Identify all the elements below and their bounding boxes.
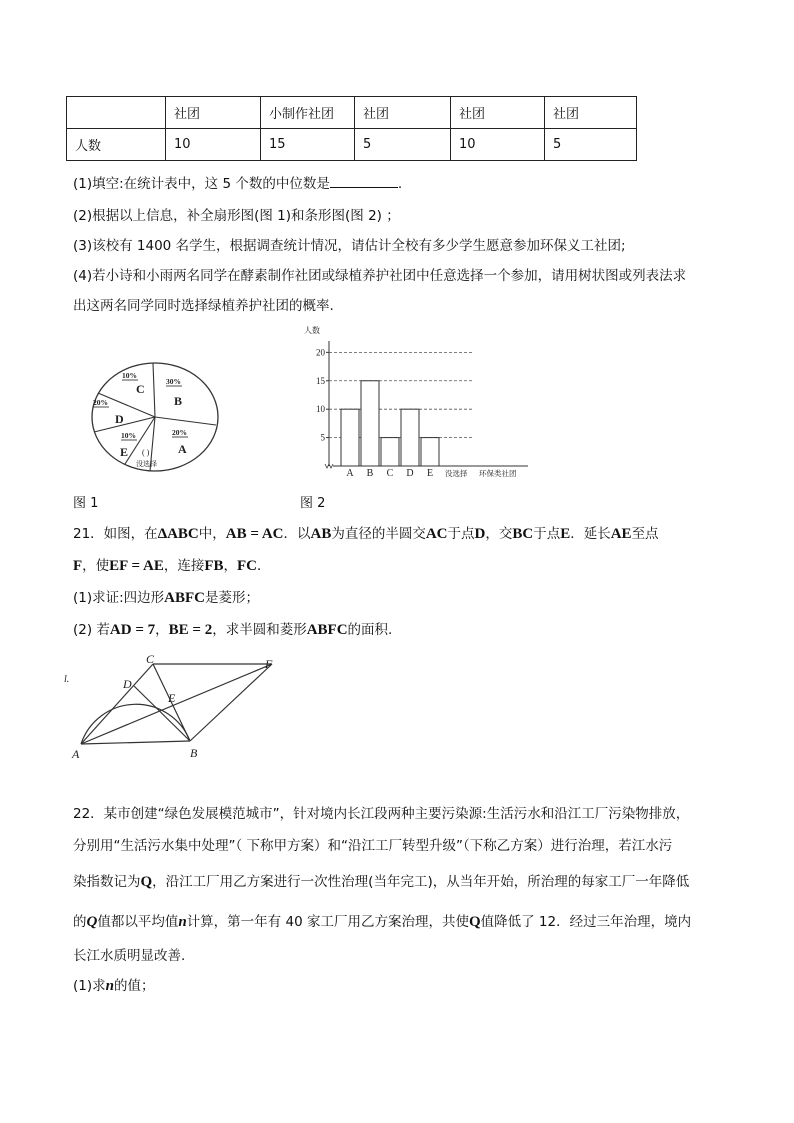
table-cell: 10 (451, 129, 545, 161)
pie-letter-b: B (174, 394, 183, 408)
q20-part2: (2)根据以上信息，补全扇形图(图 1)和条形图(图 2) ； (73, 208, 400, 224)
q21-text: 于点 (533, 526, 561, 542)
q22-line1: 22．某市创建“绿色发展模范城市”，针对境内长江段两种主要污染源:生活污水和沿江工厂污染物排放， (73, 806, 690, 822)
y-tick-label: 10 (316, 404, 325, 415)
q21-part2 (73, 618, 392, 639)
pie-pct-d: 20% (93, 398, 108, 407)
table-cell: 社团 (451, 97, 545, 129)
q21-text: 的面积. (347, 622, 393, 638)
q21-text: ，交 (485, 526, 513, 542)
table-cell: 人数 (67, 129, 166, 161)
q21-text: (2) 若 (73, 622, 110, 638)
pie-blank-label: 没选择 (136, 460, 157, 468)
table-row (67, 129, 637, 161)
pie-pct-a: 20% (172, 428, 187, 437)
math-eq: AB = AC (225, 526, 284, 542)
pie-letter-c: C (136, 382, 145, 396)
segment-ab (81, 741, 190, 744)
pie-letter-d: D (115, 412, 124, 426)
y-tick-label: 15 (316, 375, 325, 386)
math-seg: BC (512, 526, 534, 542)
q22-text: 值降低了 12．经过三年治理，境内 (480, 914, 692, 930)
math-point: E (560, 526, 571, 542)
math-seg: FB (204, 558, 224, 574)
figure2-caption: 图 2 (300, 496, 326, 511)
bar-e (421, 438, 439, 466)
x-tick-label: B (366, 468, 374, 479)
table-cell: 5 (355, 129, 451, 161)
q22-line4 (73, 910, 691, 931)
q21-text: (1)求证:四边形 (73, 590, 165, 606)
chart-ylabel: 人数 (304, 326, 320, 335)
math-eq: BE = 2 (168, 622, 213, 638)
xlabel-none: 没选择 (445, 469, 468, 478)
q21-text: ．以 (283, 526, 311, 542)
q21-part1 (73, 586, 259, 607)
q22-part1 (73, 974, 154, 995)
bar-b (361, 381, 379, 466)
math-quad: ABFC (164, 590, 206, 606)
pie-letter-e: E (120, 445, 129, 459)
bar-c (381, 438, 399, 466)
math-triangle: ΔABC (157, 526, 199, 542)
q22-line3 (73, 870, 689, 891)
math-seg: AE (610, 526, 632, 542)
q21-text: 于点 (447, 526, 475, 542)
math-var: Q (140, 874, 153, 890)
point-label-d: D (123, 677, 132, 691)
math-eq: EF = AE (109, 558, 164, 574)
q22-line2: 分别用“生活污水集中处理”（ 下称甲方案）和“沿江工厂转型升级”（下称乙方案）进行治理，若江水污 (73, 838, 673, 854)
math-var: Q (86, 914, 98, 930)
q22-text: 值都以平均值 (97, 914, 179, 930)
segment-fb (190, 664, 272, 741)
math-var: Q (468, 914, 481, 930)
q20-part3: (3)该校有 1400 名学生，根据调查统计情况，请估计全校有多少学生愿意参加环保义工社团; (73, 238, 626, 254)
pie-letter-a: A (178, 442, 187, 456)
q22-text: 的 (73, 914, 87, 930)
q20-part4-line2: 出这两名同学同时选择绿植养护社团的概率. (73, 298, 334, 314)
q22-text: 染指数记为 (73, 874, 141, 890)
pie-figure (90, 360, 230, 475)
pie-pct-c: 10% (122, 371, 137, 380)
q21-text: 是菱形； (205, 590, 260, 606)
pie-pct-b: 30% (166, 377, 181, 386)
math-seg: AB (310, 526, 332, 542)
math-point: D (474, 526, 486, 542)
q20-part1-end: . (397, 176, 403, 192)
x-tick-label: D (406, 468, 414, 479)
segment-db (134, 686, 190, 741)
q22-text: (1)求 (73, 978, 106, 994)
q21-text: ，连接 (163, 558, 205, 574)
q22-text: ，沿江工厂用乙方案进行一次性治理(当年完工)，从当年开始，所治理的每家工厂一年降低 (152, 874, 690, 890)
bar-a (341, 409, 359, 466)
math-seg: FC (237, 558, 258, 574)
table-cell: 社团 (166, 97, 261, 129)
math-var: n (178, 914, 187, 930)
pie-dividers (94, 363, 216, 471)
q20-part1 (73, 172, 402, 192)
q20-part4-line1: (4)若小诗和小雨两名同学在酵素制作社团或绿植养护社团中任意选择一个参加，请用树状图或列表法求 (73, 268, 687, 284)
table-cell: 5 (545, 129, 637, 161)
bar-chart (296, 318, 541, 483)
q21-text: 为直径的半圆交 (331, 526, 426, 542)
segment-af (81, 664, 272, 744)
point-label-c: C (146, 652, 155, 666)
geometry-figure (62, 650, 287, 765)
math-eq: AD = 7 (109, 622, 156, 638)
pie-blank-paren: ( ) (142, 448, 150, 457)
table-cell: 社团 (355, 97, 451, 129)
q21-text: ． (257, 558, 271, 574)
y-tick-label: 5 (320, 432, 325, 443)
xlabel-category: 环保类社团 (479, 469, 517, 478)
q21-text: 中， (198, 526, 226, 542)
q22-text: 的值； (113, 978, 155, 994)
math-quad: ABFC (306, 622, 348, 638)
q20-part1-text: (1)填空:在统计表中，这 5 个数的中位数是 (73, 176, 330, 192)
math-seg: AC (425, 526, 448, 542)
x-tick-label: C (386, 468, 394, 479)
x-tick-label: A (346, 468, 354, 479)
table-cell: 小制作社团 (261, 97, 355, 129)
table-cell: 15 (261, 129, 355, 161)
q21-text: ．延长 (570, 526, 611, 542)
q21-text: ， (155, 622, 169, 638)
q21-line1 (73, 522, 659, 543)
q21-text: 至点 (631, 526, 659, 542)
answer-blank (330, 173, 398, 188)
table-cell (67, 97, 166, 129)
stat-table (66, 96, 637, 161)
q21-text: ， (223, 558, 238, 574)
q21-text: 21．如图，在 (73, 526, 158, 542)
table-cell: 社团 (545, 97, 637, 129)
q22-text: 计算，第一年有 40 家工厂用乙方案治理，共使 (186, 914, 469, 930)
point-label-a: A (72, 747, 80, 761)
edge-mark: l. (64, 674, 70, 685)
pie-pct-e: 10% (121, 431, 136, 440)
table-cell: 10 (166, 129, 261, 161)
math-var: n (105, 978, 114, 994)
y-tick-label: 20 (316, 347, 325, 358)
q21-text: ，使 (82, 558, 110, 574)
q22-line5: 长江水质明显改善. (73, 948, 186, 964)
math-point: F (73, 558, 83, 574)
figure1-caption: 图 1 (73, 496, 99, 511)
bar-d (401, 409, 419, 466)
table-header-row (67, 97, 637, 129)
point-label-f: F (265, 657, 273, 671)
q21-text: ，求半圆和菱形 (212, 622, 307, 638)
point-label-e: E (168, 691, 176, 705)
point-label-b: B (190, 746, 198, 760)
x-tick-label: E (426, 468, 434, 479)
q21-line2 (73, 554, 271, 575)
